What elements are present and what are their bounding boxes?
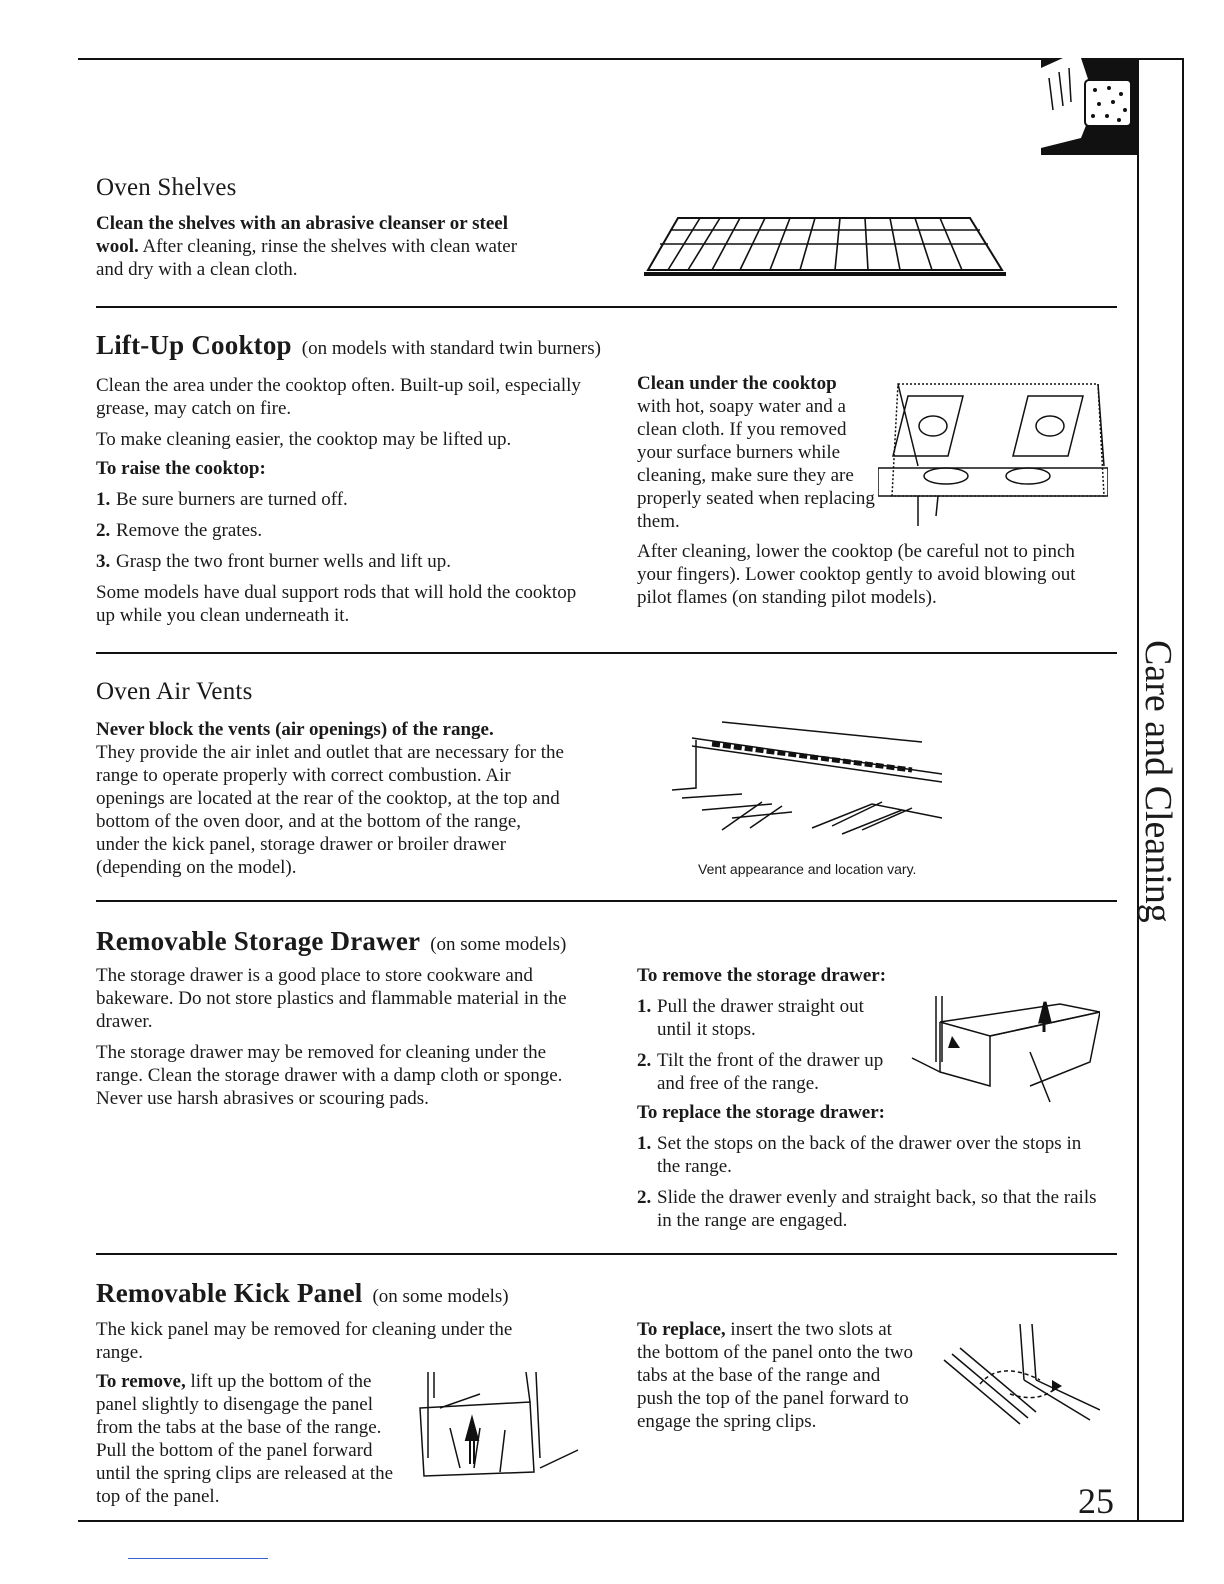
- lift-up-cooktop-heading: [96, 330, 601, 361]
- lift-up-p2: To make cleaning easier, the cooktop may be lifted up.: [96, 429, 512, 450]
- kick-panel-replace-illustration: [940, 1320, 1100, 1430]
- oven-air-vents-title: Oven Air Vents: [96, 678, 253, 705]
- oven-shelf-illustration: [640, 212, 1010, 282]
- divider-4: [96, 1253, 1117, 1255]
- bottom-border: [78, 1520, 1184, 1522]
- raise-step-2: 2. Remove the grates.: [96, 520, 263, 541]
- storage-drawer-illustration: [900, 992, 1100, 1112]
- kick-panel-remove-body: lift up the bottom of the panel slightly to disengage the panel from the tabs at the base of the range. Pull the bottom of the panel forward until the spring clips are released at the top of the panel.: [96, 1371, 394, 1507]
- storage-drawer-p2: The storage drawer may be removed for cleaning under the range. Clean the storage drawer with a damp cloth or sponge. Never use harsh abrasives or scouring pads.: [96, 1042, 563, 1109]
- kick-panel-remove-text: [96, 1370, 406, 1508]
- vents-caption: Vent appearance and location vary.: [698, 861, 917, 877]
- clean-under-cooktop-text: [637, 372, 877, 533]
- hand-sponge-icon: [1041, 58, 1138, 155]
- lift-up-left-column: [96, 374, 586, 627]
- raise-cooktop-heading: To raise the cooktop:: [96, 458, 266, 479]
- raise-step-1: 1. Be sure burners are turned off.: [96, 489, 348, 510]
- section-tab: [1118, 640, 1208, 940]
- kick-panel-replace-lead: To replace,: [637, 1319, 726, 1340]
- clean-under-body: with hot, soapy water and a clean cloth. If you removed your surface burners while cleaning, make sure they are properly seated when replacing them.: [637, 396, 875, 532]
- divider-1: [96, 306, 1117, 308]
- kick-panel-remove-illustration: [410, 1368, 580, 1488]
- air-vents-illustration: [672, 718, 952, 858]
- lift-up-cooktop-title: Lift-Up Cooktop: [96, 330, 292, 360]
- lift-up-cooktop-note: (on models with standard twin burners): [301, 338, 601, 359]
- kick-panel-title: Removable Kick Panel: [96, 1278, 363, 1308]
- footer-link-line: [128, 1558, 268, 1559]
- remove-drawer-step-2: 2. Tilt the front of the drawer up and free of the range.: [637, 1050, 884, 1094]
- kick-panel-replace-body: insert the two slots at the bottom of the panel onto the two tabs at the base of the range and push the top of the panel forward to engage the spring clips.: [637, 1319, 913, 1432]
- remove-drawer-heading: To remove the storage drawer:: [637, 965, 887, 986]
- kick-panel-remove-lead: To remove,: [96, 1371, 186, 1392]
- kick-panel-note: (on some models): [372, 1286, 509, 1307]
- page-number: 25: [1078, 1481, 1114, 1521]
- oven-shelves-text: [96, 212, 536, 281]
- oven-air-vents-body: They provide the air inlet and outlet that are necessary for the range to operate properly with correct combustion. Air openings are located at the rear of the cooktop, at the top and bottom of the oven door, and at the bottom of the range, under the kick panel, storage drawer or broiler drawer (depending on the model).: [96, 742, 564, 878]
- storage-drawer-p1: The storage drawer is a good place to store cookware and bakeware. Do not store plastics and flammable material in the drawer.: [96, 965, 567, 1032]
- top-border: [78, 58, 1184, 60]
- clean-under-lead: Clean under the cooktop: [637, 373, 837, 394]
- divider-2: [96, 652, 1117, 654]
- oven-shelves-lead: Clean the shelves with an abrasive cleanser or steel wool.: [96, 213, 508, 257]
- lift-up-p3: Some models have dual support rods that will hold the cooktop up while you clean underneath it.: [96, 582, 577, 626]
- replace-drawer-step-1: 1. Set the stops on the back of the drawer over the stops in the range.: [637, 1133, 1082, 1177]
- corner-icon-block: [1041, 58, 1138, 155]
- oven-shelves-body: After cleaning, rinse the shelves with clean water and dry with a clean cloth.: [96, 236, 518, 280]
- lift-up-p1: Clean the area under the cooktop often. Built-up soil, especially grease, may catch on fire.: [96, 375, 581, 419]
- storage-drawer-left-column: [96, 964, 576, 1110]
- storage-drawer-note: (on some models): [430, 934, 567, 955]
- kick-panel-heading: [96, 1278, 509, 1309]
- oven-shelves-title: Oven Shelves: [96, 174, 237, 201]
- raise-step-3: 3. Grasp the two front burner wells and lift up.: [96, 551, 452, 572]
- storage-drawer-title: Removable Storage Drawer: [96, 926, 421, 956]
- oven-air-vents-text: [96, 718, 566, 879]
- storage-drawer-heading: [96, 926, 566, 957]
- remove-drawer-step-1: 1. Pull the drawer straight out until it stops.: [637, 996, 864, 1040]
- kick-panel-replace-text: [637, 1318, 917, 1433]
- replace-drawer-step-2: 2. Slide the drawer evenly and straight back, so that the rails in the range are engaged.: [637, 1187, 1097, 1231]
- kick-panel-p1: The kick panel may be removed for cleaning under the range.: [96, 1319, 513, 1363]
- after-cleaning-text: After cleaning, lower the cooktop (be careful not to pinch your fingers). Lower cooktop gently to avoid blowing out pilot flames (on standing pilot models).: [637, 541, 1076, 608]
- divider-3: [96, 900, 1117, 902]
- section-tab-label: Care and Cleaning: [1137, 640, 1179, 923]
- oven-air-vents-lead: Never block the vents (air openings) of the range.: [96, 719, 494, 740]
- replace-drawer-heading: To replace the storage drawer:: [637, 1102, 885, 1123]
- lifted-cooktop-illustration: [878, 376, 1108, 536]
